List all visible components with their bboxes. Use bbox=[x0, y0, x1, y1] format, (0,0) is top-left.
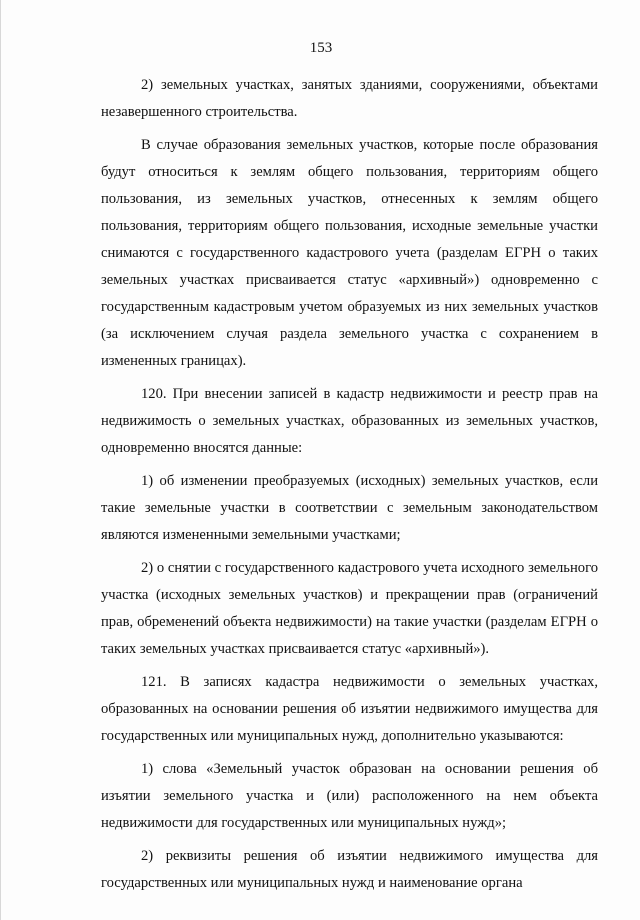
paragraph-120-item-2: 2) о снятии с государственного кадастрового учета исходного земельного участка (исходных земельных участков) и прекращении прав (ограничений прав, обременений объекта недвижимости) на такие участки (разделам ЕГРН о таких земельных участках присваивается статус «архивный»). bbox=[101, 560, 598, 657]
paragraph-121-item-2: 2) реквизиты решения об изъятии недвижимого имущества для государственных или муниципальных нужд и наименование органа bbox=[101, 848, 598, 891]
document-body bbox=[101, 72, 598, 903]
paragraph-common-use-land: В случае образования земельных участков, которые после образования будут относиться к землям общего пользования, территориям общего пользования, из земельных участков, отнесенных к землям общего пользования, территориям общего пользования, исходные земельные участки снимаются с государственного кадастрового учета (разделам ЕГРН о таких земельных участках присваивается статус «архивный») одновременно с государственным кадастровым учетом образуемых из них земельных участков (за исключением случая раздела земельного участка с сохранением в измененных границах). bbox=[101, 137, 598, 369]
paragraph-120-item-1: 1) об изменении преобразуемых (исходных) земельных участков, если такие земельные участки в соответствии с земельным законодательством являются измененными земельными участками; bbox=[101, 473, 598, 543]
paragraph-120: 120. При внесении записей в кадастр недвижимости и реестр прав на недвижимость о земельных участках, образованных из земельных участков, одновременно вносятся данные: bbox=[101, 386, 598, 456]
paragraph-item-2-buildings: 2) земельных участках, занятых зданиями, сооружениями, объектами незавершенного строительства. bbox=[101, 77, 598, 120]
page-number: 153 bbox=[309, 40, 333, 56]
paragraph-121: 121. В записях кадастра недвижимости о земельных участках, образованных на основании решения об изъятии недвижимого имущества для государственных или муниципальных нужд, дополнительно указываются: bbox=[101, 674, 598, 744]
paragraph-121-item-1: 1) слова «Земельный участок образован на основании решения об изъятии земельного участка и (или) расположенного на нем объекта недвижимости для государственных или муниципальных нужд»; bbox=[101, 761, 598, 831]
